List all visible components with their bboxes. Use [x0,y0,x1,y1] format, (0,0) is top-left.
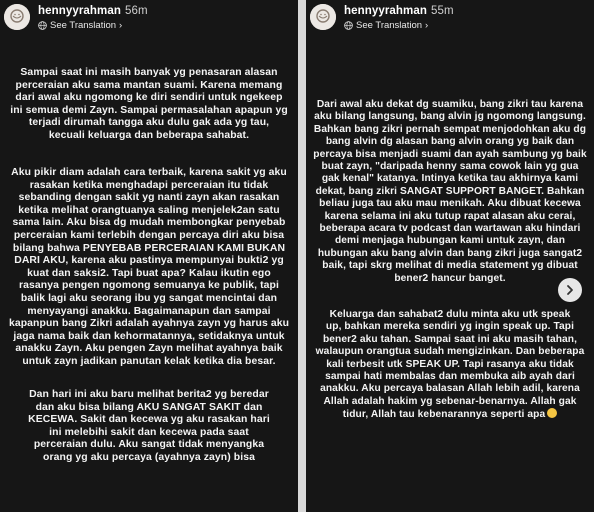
story-line: buat zayn, "daripada henny sama cowok lain yg gua [321,161,579,173]
story-line: anakku. Aku percaya balasan Allah lebih adil, karena [320,383,580,395]
chevron-right-small-icon: › [119,20,123,31]
story-line: demi menjaga hubungan kami untuk zayn, dan [334,235,566,247]
username[interactable]: hennyyrahman [38,5,122,17]
story-line: kuat dan saksi2. Tapi buat apa? Kalau ikutin ego [27,267,271,279]
story-line: ketika melihat orangtuanya saling menjelek2an satu [18,204,280,216]
avatar-image [310,4,336,30]
story-line: kali terbesit utk SPEAK UP. Tapi rasanya aku tidak [326,358,574,370]
story-header [0,0,298,40]
story-line: gak kenal" katanya. Intinya ketika tau akhirnya kami [321,173,579,185]
story-line: balik lagi aku seorang ibu yg sangat mencintai dan [20,292,278,304]
story-header [306,0,594,40]
avatar[interactable] [4,4,30,30]
story-line: bener2 aku tahan. Sampai saat ini aku masih tahan, [322,333,578,345]
story-paragraph-1 [310,99,590,285]
story-paragraph-3 [4,389,294,465]
username-row[interactable] [38,5,148,17]
smiling-face-emoji-icon [547,408,557,418]
story-line: Aku pikir diam adalah cara terbaik, karena sakit yg aku [11,167,287,178]
globe-icon [38,21,47,30]
globe-icon [344,21,353,30]
timestamp: 55m [431,5,454,17]
story-line: perceraian kami terlebih dengan percaya diri aku bisa [13,229,285,241]
story-line: jaga nama baik dan kehormatannya, setidaknya untuk [13,330,285,342]
story-line: percaya bisa menjadi suami dan ayah sambung yg baik [313,148,587,160]
story-line: up, bahkan mereka sendiri yg ingin speak up. Tapi [325,321,575,333]
story-line: bang alvin dg alasan bang alvin orang yg baik dan [325,136,575,148]
story-line: terjadi dirumah tangga aku dulu gak ada yg tau, [28,117,270,129]
see-translation-link[interactable] [344,20,428,31]
story-line: karena selama ini aku tutup rapat alasan aku cerai, [324,210,576,222]
story-line: bener2 hancur banget. [394,272,506,284]
story-line: hubungan aku bang alvin dan bang zikri juga sangat2 [317,247,583,259]
story-panel-right [306,0,594,512]
story-paragraph-1 [4,67,294,143]
story-line: DARI AKU, karena aku pastinya mempunyai bukti2 yg [14,255,284,267]
story-line: rasanya pengen ngomong semuanya ke publik, tapi [19,280,279,292]
story-paragraph-2 [310,309,590,422]
story-line: Bahkan bang zikri pernah sempat menjodohkan aku dg [313,123,587,135]
story-line: Dari awal aku dekat dg suamiku, bang zikri tau karena [316,99,584,110]
story-line: dari awal aku ngomong ke diri sendiri untuk ngekeep [15,92,283,104]
story-line: kapanpun bang Zikri adalah ayahnya zayn yg harus aku [8,318,290,330]
chevron-right-icon [564,284,576,296]
story-line: perceraian dulu. Aku sangat tidak menyangka [33,439,265,451]
next-story-button[interactable] [558,278,582,302]
story-line [310,408,590,421]
story-line: KECEWA. Sakit dan kecewa yg aku rasakan hari [28,414,270,426]
story-line-text: tidur, Allah tau kebenarannya seperti apa [342,409,546,421]
see-translation-label: See Translation [356,20,423,31]
see-translation-link[interactable] [38,20,122,31]
story-line: kecuali keluarga dan beberapa sahabat. [48,129,250,141]
story-line: walaupun orangtua sudah mengizinkan. Dan beberapa [315,346,585,358]
story-line: Allah adalah hakim yg sebenar-benarnya. Allah gak [323,395,577,407]
story-line: Sampai saat ini masih banyak yg penasaran alasan [20,67,278,78]
story-line: sama lain. Aku bisa dg mudah membongkar penyebab [12,217,286,229]
timestamp: 56m [125,5,148,17]
story-line: untuk zayn jadikan panutan kelak ketika dia besar. [22,355,276,367]
story-line: Keluarga dan sahabat2 dulu minta aku utk speak [329,309,571,320]
avatar[interactable] [310,4,336,30]
see-translation-label: See Translation [50,20,117,31]
story-line: dan aku bisa bilang AKU SANGAT SAKIT dan [35,401,263,413]
story-line: menyayangi anakku. Bagaimanapun dan sampai [27,305,271,317]
story-line: perceraian aku sama mantan suami. Karena memang [15,79,283,91]
story-line: baik, tapi skrg melihat di media statement yg dibuat [322,260,578,272]
story-line: sebanding dengan sakit yg nanti zayn akan rasakan [18,192,280,204]
story-line: ini melebihi sakit dan kecewa pada saat [49,426,249,438]
story-line: Dan hari ini aku baru melihat berita2 yg beredar [29,389,269,400]
story-line: anakku Zayn. Aku pengen Zayn melihat ayahnya baik [15,343,283,355]
story-line: beliau juga tau aku mau menikah. Aku dibuat kecewa [319,198,581,210]
story-line: sampai hati membalas dan membuka aib ayah dari [325,371,575,383]
story-line: dekat, bang zikri SANGAT SUPPORT BANGET. Bahkan [315,185,585,197]
chevron-right-small-icon: › [425,20,429,31]
story-line: ini semua demi Zayn. Sampai permasalahan apapun yg [10,104,288,116]
story-line: orang yg aku percaya (ayahnya zayn) bisa [43,451,255,463]
story-line: rasakan ketika menghadapi perceraian itu tidak [29,179,269,191]
story-line: aku bilang langsung, bang alvin jg ngomong langsung. [314,111,586,123]
username-row[interactable] [344,5,454,17]
username[interactable]: hennyyrahman [344,5,428,17]
story-line: beberapa acara tv podcast dan wartawan aku hindari [319,223,581,235]
avatar-image [4,4,30,30]
story-line: bilang bahwa PENYEBAB PERCERAIAN KAMI BUKAN [12,242,286,254]
story-paragraph-2 [4,167,294,369]
